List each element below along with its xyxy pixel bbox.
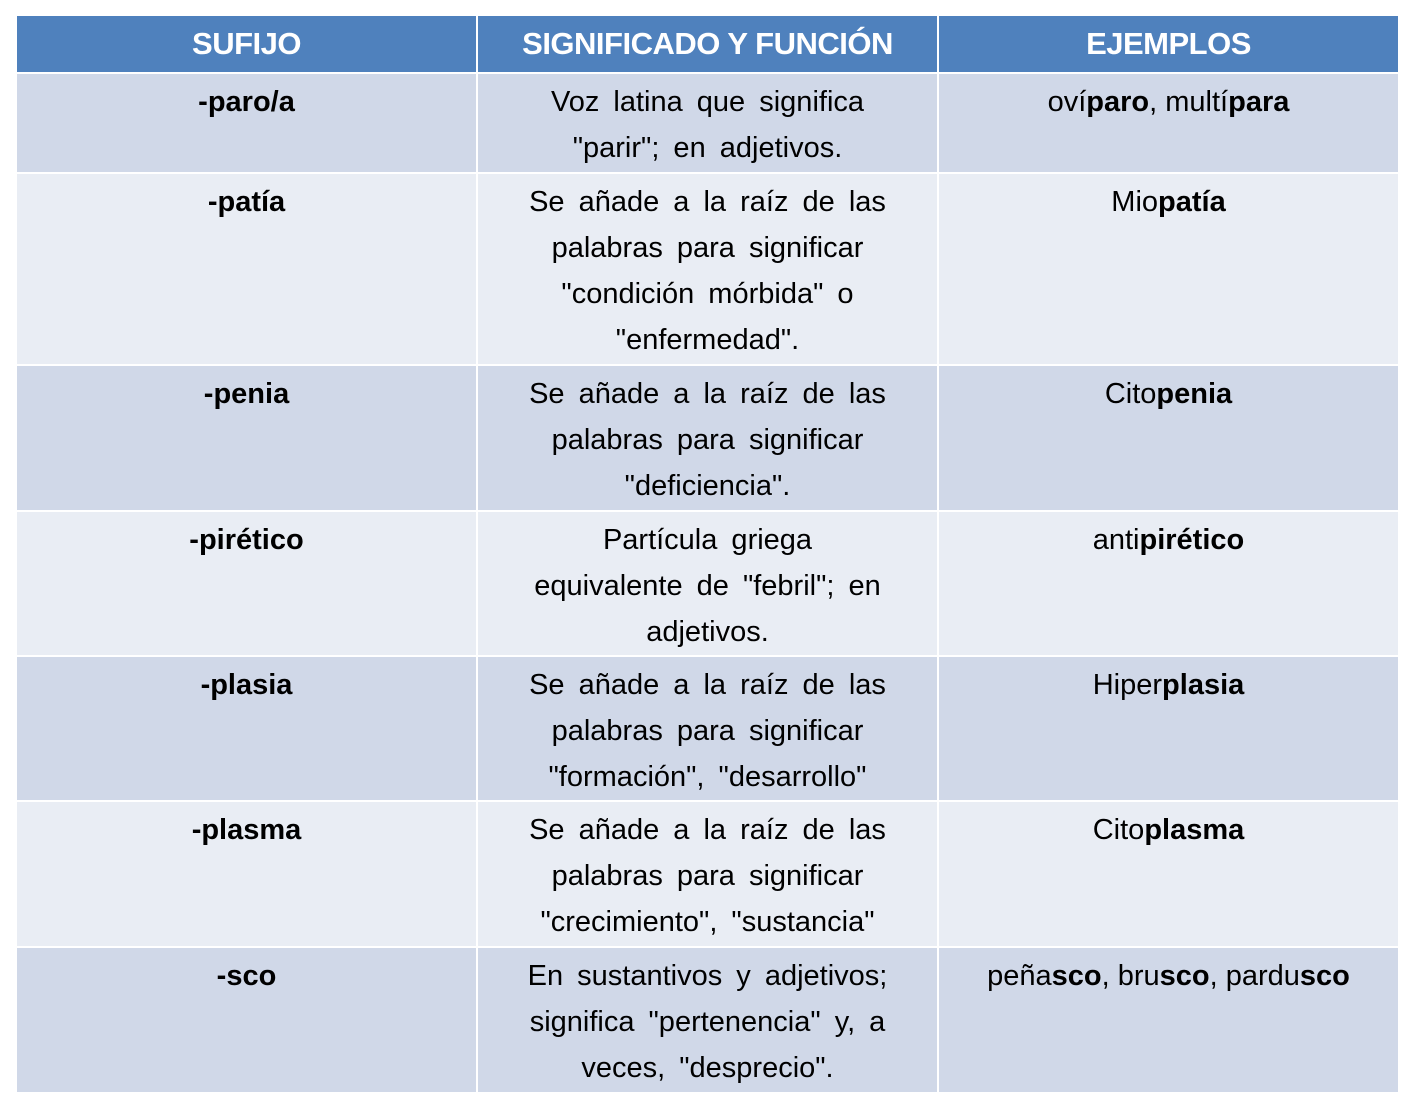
meaning-text: Se añade a la raíz de las palabras para significar "formación", "desarrollo" (529, 669, 886, 793)
example-suffix-part: patía (1158, 186, 1226, 218)
meaning-text: Se añade a la raíz de las palabras para significar "deficiencia". (529, 378, 886, 502)
examples-cell (938, 656, 1399, 801)
meaning-text: Se añade a la raíz de las palabras para significar "crecimiento", "sustancia" (529, 814, 886, 938)
header-suffix: SUFIJO (16, 15, 477, 73)
header-examples: EJEMPLOS (938, 15, 1399, 73)
meaning-cell (477, 511, 938, 656)
table-row (16, 656, 1399, 801)
example-suffix-part: sco (1159, 960, 1210, 992)
table-row (16, 73, 1399, 173)
examples-cell (938, 801, 1399, 947)
table-row (16, 365, 1399, 511)
meaning-text: En sustantivos y adjetivos; significa "pertenencia" y, a veces, "desprecio". (527, 960, 888, 1084)
example-suffix-part: penia (1156, 378, 1233, 410)
meaning-text: Se añade a la raíz de las palabras para significar "condición mórbida" o "enfermedad". (529, 186, 886, 356)
example-stem-part: anti (1092, 524, 1140, 556)
example-stem-part: , multí (1149, 86, 1229, 118)
example-stem-part: Hiper (1092, 669, 1163, 701)
example-stem-part: , pardu (1209, 960, 1300, 992)
table-row (16, 511, 1399, 656)
examples-cell (938, 365, 1399, 511)
meaning-cell (477, 801, 938, 947)
example-stem-part: , bru (1101, 960, 1160, 992)
table-body (16, 73, 1399, 1093)
suffix-table (15, 14, 1400, 1094)
suffix-cell: -plasma (16, 801, 477, 947)
suffix-cell: -paro/a (16, 73, 477, 173)
meaning-text: Partícula griega equivalente de "febril"; en adjetivos. (534, 524, 881, 648)
meaning-cell (477, 73, 938, 173)
example-suffix-part: plasia (1162, 669, 1245, 701)
meaning-text: Voz latina que significa "parir"; en adjetivos. (550, 86, 865, 164)
examples-cell (938, 73, 1399, 173)
suffix-cell: -sco (16, 947, 477, 1093)
header-meaning: SIGNIFICADO Y FUNCIÓN (477, 15, 938, 73)
suffix-cell: -plasia (16, 656, 477, 801)
example-suffix-part: plasma (1144, 814, 1245, 846)
meaning-cell (477, 365, 938, 511)
meaning-cell (477, 173, 938, 365)
examples-cell (938, 947, 1399, 1093)
suffix-cell: -patía (16, 173, 477, 365)
example-stem-part: oví (1047, 86, 1087, 118)
meaning-cell (477, 656, 938, 801)
suffix-cell: -penia (16, 365, 477, 511)
example-suffix-part: pirético (1139, 524, 1245, 556)
example-suffix-part: sco (1299, 960, 1350, 992)
example-stem-part: peña (987, 960, 1052, 992)
example-stem-part: Cito (1104, 378, 1157, 410)
header-row (16, 15, 1399, 73)
table-row (16, 801, 1399, 947)
example-suffix-part: para (1228, 86, 1290, 118)
example-suffix-part: sco (1051, 960, 1102, 992)
example-stem-part: Cito (1092, 814, 1145, 846)
suffix-cell: -pirético (16, 511, 477, 656)
table-row (16, 947, 1399, 1093)
example-suffix-part: paro (1086, 86, 1150, 118)
examples-cell (938, 511, 1399, 656)
meaning-cell (477, 947, 938, 1093)
table-header (16, 15, 1399, 73)
examples-cell (938, 173, 1399, 365)
example-stem-part: Mio (1111, 186, 1159, 218)
table-row (16, 173, 1399, 365)
